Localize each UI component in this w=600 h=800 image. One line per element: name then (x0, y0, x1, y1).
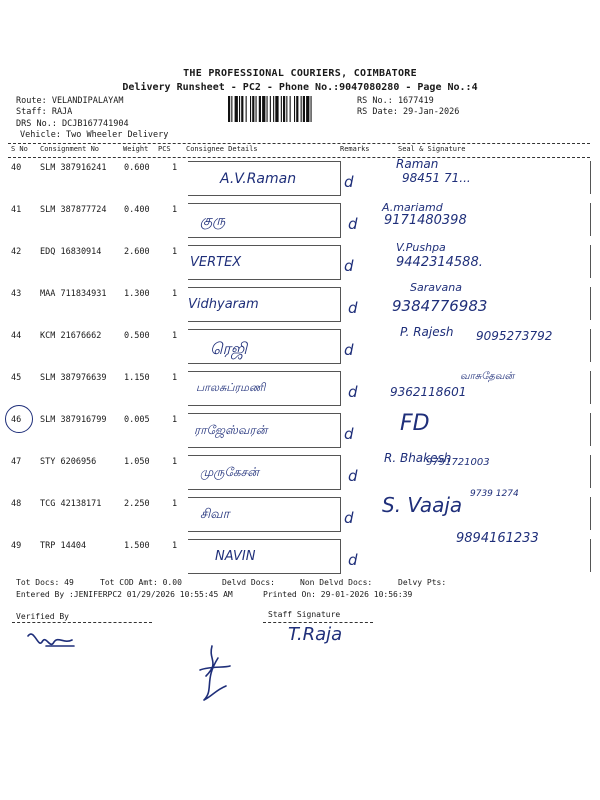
barcode-bar (290, 96, 291, 122)
col-pcs: PCS (158, 145, 171, 153)
consignee-handwriting: A.V.Raman (220, 171, 297, 187)
row-consignment: TCG 42138171 (40, 499, 102, 509)
receiver-phone-handwriting: 9362118601 (390, 385, 467, 399)
row-sno: 43 (11, 289, 22, 299)
row-pcs: 1 (172, 373, 178, 383)
barcode-bar (281, 96, 282, 122)
consignee-handwriting: சிவா (200, 507, 230, 522)
verified-by-rule (12, 622, 152, 623)
table-row (8, 451, 590, 493)
barcode-bar (259, 96, 261, 122)
row-46-circle-mark (5, 405, 33, 433)
barcode-bar (296, 96, 298, 122)
barcode-image (228, 96, 352, 122)
delvy-pts: Delvy Pts: (398, 578, 447, 587)
consignee-handwriting: ரெஜி (210, 339, 247, 358)
barcode-bar (275, 96, 278, 122)
verified-by-label: Verified By (16, 612, 69, 621)
col-consignment: Consignment No (40, 145, 100, 153)
row-pcs: 1 (172, 331, 178, 341)
row-consignment: SLM 387916241 (40, 163, 107, 173)
barcode-bar (250, 96, 251, 122)
row-pcs: 1 (172, 163, 178, 173)
row-weight: 2.600 (124, 247, 150, 257)
receiver-phone-handwriting: 9739 1274 (470, 489, 519, 499)
row-sno: 40 (11, 163, 22, 173)
row-weight: 0.600 (124, 163, 150, 173)
table-row (8, 241, 590, 283)
barcode-bar (235, 96, 238, 122)
seal-signature-handwriting: A.mariamd (382, 201, 443, 214)
row-pcs: 1 (172, 415, 178, 425)
row-weight: 2.250 (124, 499, 150, 509)
row-sno: 47 (11, 457, 22, 467)
col-sno: S No (11, 145, 28, 153)
non-delvd-docs: Non Delvd Docs: (300, 578, 373, 587)
row-sno: 45 (11, 373, 22, 383)
seal-signature-handwriting: Raman (396, 157, 439, 171)
approver-initials (190, 640, 240, 710)
barcode-bar (286, 96, 287, 122)
receiver-phone-handwriting: 9442314588. (396, 255, 483, 270)
table-row (8, 489, 590, 535)
consignee-handwriting: முருகேசன் (200, 465, 259, 479)
table-row (8, 325, 590, 367)
barcode-bar (246, 96, 247, 122)
vehicle-label: Vehicle: Two Wheeler Delivery (20, 130, 169, 140)
entered-by: Entered By :JENIFERPC2 01/29/2026 10:55:45 AM (16, 590, 233, 599)
row-pcs: 1 (172, 541, 178, 551)
row-sno: 44 (11, 331, 22, 341)
barcode-bar (301, 96, 302, 122)
row-sno: 41 (11, 205, 22, 215)
row-weight: 1.150 (124, 373, 150, 383)
col-weight: Weight (123, 145, 149, 153)
row-sno: 48 (11, 499, 22, 509)
remark-delivered-mark: d (344, 257, 354, 275)
row-sno: 46 (11, 415, 22, 425)
barcode-bar (239, 96, 240, 122)
remark-delivered-mark: d (348, 467, 358, 485)
staff-signature-handwriting: T.Raja (288, 624, 343, 645)
row-sno: 49 (11, 541, 22, 551)
route-label: Route: VELANDIPALAYAM (16, 96, 124, 106)
col-remarks: Remarks (340, 145, 370, 153)
staff-signature-label: Staff Signature (268, 610, 341, 619)
drs-label: DRS No.: DCJB167741904 (16, 119, 129, 129)
table-row (8, 283, 590, 325)
row-pcs: 1 (172, 205, 178, 215)
consignee-handwriting: Vidhyaram (188, 297, 259, 312)
rs-number: RS No.: 1677419 (357, 96, 434, 106)
seal-signature-handwriting: S. Vaaja (382, 493, 463, 517)
barcode-bar (267, 96, 268, 122)
barcode-bar (311, 96, 312, 122)
remark-delivered-mark: d (344, 173, 354, 191)
table-row (8, 409, 590, 451)
remark-delivered-mark: d (348, 299, 358, 317)
seal-signature-handwriting: P. Rajesh (400, 325, 454, 339)
row-weight: 1.050 (124, 457, 150, 467)
barcode-bar (270, 96, 271, 122)
barcode-bar (262, 96, 265, 122)
barcode-bar (252, 96, 254, 122)
row-weight: 1.300 (124, 289, 150, 299)
row-consignment: STY 6206956 (40, 457, 97, 467)
seal-signature-handwriting: R. Bhakesh (384, 451, 452, 465)
consignee-box (188, 539, 341, 574)
row-consignment: EDQ 16830914 (40, 247, 102, 257)
row-pcs: 1 (172, 499, 178, 509)
printed-on: Printed On: 29-01-2026 10:56:39 (263, 590, 413, 599)
consignee-handwriting: பாலசுப்ரமணி (196, 381, 266, 394)
receiver-phone-handwriting: 9894161233 (456, 531, 539, 546)
row-consignment: KCM 21676662 (40, 331, 102, 341)
row-weight: 0.005 (124, 415, 150, 425)
staff-label: Staff: RAJA (16, 107, 73, 117)
table-row (8, 531, 590, 577)
remark-delivered-mark: d (348, 551, 358, 569)
remark-delivered-mark: d (344, 341, 354, 359)
row-weight: 0.500 (124, 331, 150, 341)
table-header (8, 145, 590, 157)
consignee-handwriting: NAVIN (215, 549, 256, 564)
row-pcs: 1 (172, 247, 178, 257)
consignee-handwriting: VERTEX (190, 255, 242, 270)
runsheet-title: Delivery Runsheet - PC2 - Phone No.:9047080280 - Page No.:4 (122, 82, 478, 93)
seal-signature-handwriting: Saravana (410, 281, 462, 294)
table-row (8, 199, 590, 241)
row-pcs: 1 (172, 289, 178, 299)
barcode-bar (231, 96, 232, 122)
row-consignment: SLM 387916799 (40, 415, 107, 425)
col-seal: Seal & Signature (398, 145, 466, 153)
row-weight: 0.400 (124, 205, 150, 215)
consignee-handwriting: குரு (200, 213, 226, 229)
table-row (8, 367, 590, 409)
row-consignment: MAA 711834931 (40, 289, 107, 299)
staff-signature-rule (263, 622, 373, 623)
barcode-bar (273, 96, 274, 122)
barcode-bar (241, 96, 243, 122)
row-pcs: 1 (172, 457, 178, 467)
receiver-phone-handwriting: 9384776983 (392, 297, 488, 315)
row-sno: 42 (11, 247, 22, 257)
barcode-bar (306, 96, 309, 122)
barcode-bar (294, 96, 295, 122)
remark-delivered-mark: d (348, 383, 358, 401)
receiver-phone-handwriting: 9171480398 (384, 213, 467, 228)
company-title: THE PROFESSIONAL COURIERS, COIMBATORE (183, 68, 417, 79)
barcode-bar (303, 96, 305, 122)
verifier-signature (24, 624, 84, 654)
barcode-bar (228, 96, 230, 122)
col-consignee: Consignee Details (186, 145, 258, 153)
table-row (8, 157, 590, 199)
row-weight: 1.500 (124, 541, 150, 551)
seal-signature-handwriting: V.Pushpa (396, 241, 446, 254)
tot-cod: Tot COD Amt: 0.00 (100, 578, 182, 587)
delvd-docs: Delvd Docs: (222, 578, 275, 587)
seal-signature-handwriting: வாசுதேவன் (460, 371, 515, 382)
seal-signature-handwriting: FD (400, 411, 430, 436)
remark-delivered-mark: d (344, 425, 354, 443)
receiver-phone-handwriting: 9095273792 (476, 329, 553, 343)
row-consignment: SLM 387877724 (40, 205, 107, 215)
receiver-phone-handwriting: 98451 71... (402, 171, 471, 185)
tot-docs: Tot Docs: 49 (16, 578, 74, 587)
remark-delivered-mark: d (344, 509, 354, 527)
row-consignment: TRP 14404 (40, 541, 87, 551)
row-consignment: SLM 387976639 (40, 373, 107, 383)
barcode-bar (283, 96, 285, 122)
remark-delivered-mark: d (348, 215, 358, 233)
consignee-handwriting: ராஜேஸ்வரன் (194, 423, 268, 437)
rs-date: RS Date: 29-Jan-2026 (357, 107, 460, 117)
barcode-bar (256, 96, 257, 122)
receiver-phone-handwriting: 9791721003 (426, 457, 490, 468)
